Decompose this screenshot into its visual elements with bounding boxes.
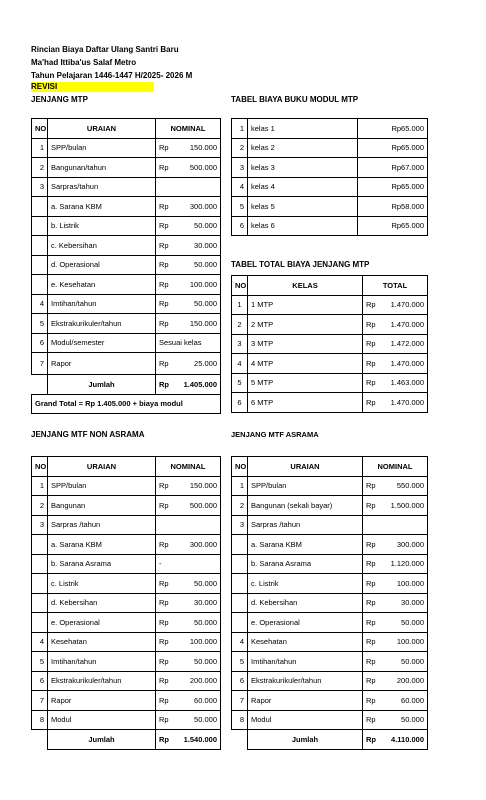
jumlah-amount: 1.540.000 <box>176 730 221 750</box>
row-amount: 1.470.000 <box>383 393 428 413</box>
row-no <box>32 613 48 633</box>
row-no: 4 <box>32 632 48 652</box>
row-amount: 1.470.000 <box>383 315 428 335</box>
row-amount: 300.000 <box>176 197 221 217</box>
row-no <box>32 255 48 275</box>
row-rp: Rp <box>363 354 383 374</box>
row-rp: Rp <box>363 593 383 613</box>
row-no <box>32 275 48 295</box>
table-row <box>232 315 428 335</box>
row-rp: Rp <box>363 393 383 413</box>
row-rp: Rp <box>156 593 176 613</box>
academic-year: Tahun Pelajaran 1446-1447 H/2025- 2026 M <box>31 71 193 80</box>
row-amount: 1.463.000 <box>383 373 428 393</box>
table-row <box>232 373 428 393</box>
table-row <box>232 138 428 158</box>
table-row <box>32 333 221 353</box>
row-amount: 100.000 <box>383 574 428 594</box>
table-row <box>232 535 428 555</box>
row-no <box>232 535 248 555</box>
row-rp: Rp <box>156 275 176 295</box>
total-mtp-table <box>231 275 428 413</box>
table-row <box>232 515 428 535</box>
row-rp: Rp <box>363 613 383 633</box>
grand-total-row <box>32 394 221 414</box>
buku-table <box>231 118 428 236</box>
row-no: 2 <box>32 496 48 516</box>
row-amount: Rp65.000 <box>358 119 428 139</box>
row-label: kelas 1 <box>248 119 358 139</box>
table-row <box>32 593 221 613</box>
table-row <box>232 197 428 217</box>
row-rp: - <box>156 554 176 574</box>
row-rp: Rp <box>156 216 176 236</box>
table-row <box>232 710 428 730</box>
row-rp: Rp <box>156 710 176 730</box>
row-rp: Rp <box>363 574 383 594</box>
row-label: Ekstrakurikuler/tahun <box>48 671 156 691</box>
row-amount: 60.000 <box>176 691 221 711</box>
total-mtp-title: TABEL TOTAL BIAYA JENJANG MTP <box>231 260 370 269</box>
table-row <box>232 354 428 374</box>
row-amount: 200.000 <box>176 671 221 691</box>
row-label: e. Operasional <box>248 613 363 633</box>
table-row <box>232 652 428 672</box>
row-no: 7 <box>232 691 248 711</box>
row-amount: 150.000 <box>176 138 221 158</box>
table-row <box>32 671 221 691</box>
col-header-uraian: URAIAN <box>48 457 156 477</box>
table-row <box>232 177 428 197</box>
row-rp: Rp <box>156 255 176 275</box>
row-amount: 150.000 <box>176 314 221 334</box>
table-row <box>232 671 428 691</box>
grand-total: Grand Total = Rp 1.405.000 + biaya modul <box>32 394 221 414</box>
row-label: Sarpras/tahun <box>48 177 156 197</box>
table-row <box>232 554 428 574</box>
row-label: e. Kesehatan <box>48 275 156 295</box>
row-no <box>32 216 48 236</box>
row-rp: Rp <box>363 334 383 354</box>
col-header-total: TOTAL <box>363 276 428 296</box>
row-label: kelas 2 <box>248 138 358 158</box>
table-row <box>232 393 428 413</box>
row-amount: Rp67.000 <box>358 158 428 178</box>
row-no <box>232 554 248 574</box>
table-row <box>232 496 428 516</box>
row-label: Bangunan/tahun <box>48 158 156 178</box>
row-label: d. Kebersihan <box>248 593 363 613</box>
row-label: kelas 5 <box>248 197 358 217</box>
row-no: 5 <box>232 197 248 217</box>
row-amount: Rp58.000 <box>358 197 428 217</box>
revisi-label: REVISI <box>31 82 154 92</box>
row-no: 6 <box>232 671 248 691</box>
row-label: kelas 6 <box>248 216 358 236</box>
row-no <box>232 574 248 594</box>
row-no: 2 <box>232 315 248 335</box>
row-label: Modul <box>48 710 156 730</box>
row-amount: 500.000 <box>176 158 221 178</box>
row-rp: Rp <box>156 138 176 158</box>
row-no: 3 <box>32 177 48 197</box>
col-header-nominal: NOMINAL <box>363 457 428 477</box>
row-no: 5 <box>232 652 248 672</box>
row-rp: Rp <box>363 710 383 730</box>
row-rp: Rp <box>156 574 176 594</box>
row-label: Sarpras /tahun <box>48 515 156 535</box>
table-row <box>232 295 428 315</box>
row-no: 3 <box>32 515 48 535</box>
row-rp: Rp <box>363 632 383 652</box>
table-row <box>232 334 428 354</box>
col-header-nominal: NOMINAL <box>156 119 221 139</box>
col-header-no: NO <box>32 457 48 477</box>
row-label: c. Listrik <box>248 574 363 594</box>
row-amount: 300.000 <box>176 535 221 555</box>
col-header-nominal: NOMINAL <box>156 457 221 477</box>
row-no: 1 <box>232 119 248 139</box>
row-amount: 60.000 <box>383 691 428 711</box>
col-header-kelas: KELAS <box>248 276 363 296</box>
table-row <box>32 632 221 652</box>
row-amount: 50.000 <box>383 652 428 672</box>
table-row <box>32 613 221 633</box>
row-label: d. Kebersihan <box>48 593 156 613</box>
row-label: a. Sarana KBM <box>48 197 156 217</box>
row-amount <box>176 554 221 574</box>
row-label: a. Sarana KBM <box>248 535 363 555</box>
row-rp: Rp <box>156 158 176 178</box>
row-amount: 500.000 <box>176 496 221 516</box>
table-row <box>32 710 221 730</box>
table-row <box>32 476 221 496</box>
row-amount: 50.000 <box>176 710 221 730</box>
row-no: 2 <box>232 496 248 516</box>
row-amount: 150.000 <box>176 476 221 496</box>
row-amount: 1.472.000 <box>383 334 428 354</box>
row-no: 6 <box>232 216 248 236</box>
row-amount <box>176 177 221 197</box>
table-row <box>232 574 428 594</box>
table-row <box>32 236 221 256</box>
row-rp: Rp <box>156 632 176 652</box>
table-row <box>32 158 221 178</box>
row-rp: Rp <box>363 476 383 496</box>
row-label: Imtihan/tahun <box>248 652 363 672</box>
row-rp: Rp <box>156 476 176 496</box>
row-label: 6 MTP <box>248 393 363 413</box>
row-no: 7 <box>32 691 48 711</box>
row-label: a. Sarana KBM <box>48 535 156 555</box>
row-amount: 50.000 <box>176 294 221 314</box>
row-rp <box>363 515 383 535</box>
mtf-asrama-title: JENJANG MTF ASRAMA <box>231 430 319 439</box>
row-no <box>32 535 48 555</box>
jumlah-rp: Rp <box>363 730 383 750</box>
table-row <box>32 255 221 275</box>
row-amount: 50.000 <box>176 216 221 236</box>
jumlah-rp: Rp <box>156 375 176 395</box>
row-label: Rapor <box>248 691 363 711</box>
row-no <box>32 574 48 594</box>
row-rp: Rp <box>156 691 176 711</box>
table-row <box>232 613 428 633</box>
table-row <box>32 177 221 197</box>
row-label: Bangunan <box>48 496 156 516</box>
row-no: 6 <box>32 671 48 691</box>
row-label: Modul <box>248 710 363 730</box>
row-no: 3 <box>232 515 248 535</box>
row-amount: 550.000 <box>383 476 428 496</box>
col-header-no: NO <box>32 119 48 139</box>
mtf-asrama-table <box>231 456 428 750</box>
row-no: 1 <box>32 476 48 496</box>
row-rp: Rp <box>156 613 176 633</box>
row-no <box>32 554 48 574</box>
row-rp: Rp <box>363 691 383 711</box>
table-row <box>232 216 428 236</box>
row-no <box>32 236 48 256</box>
jumlah-label: Jumlah <box>248 730 363 750</box>
row-rp <box>156 177 176 197</box>
row-label: SPP/bulan <box>48 476 156 496</box>
row-no: 4 <box>232 632 248 652</box>
row-amount: 1.500.000 <box>383 496 428 516</box>
row-no: 1 <box>232 295 248 315</box>
row-label: kelas 3 <box>248 158 358 178</box>
row-label: 2 MTP <box>248 315 363 335</box>
table-row <box>32 314 221 334</box>
row-label: SPP/bulan <box>248 476 363 496</box>
row-rp: Rp <box>363 373 383 393</box>
row-label: b. Sarana Asrama <box>48 554 156 574</box>
row-amount <box>383 515 428 535</box>
row-rp: Rp <box>363 535 383 555</box>
row-label: Kesehatan <box>248 632 363 652</box>
doc-title: Rincian Biaya Daftar Ulang Santri Baru <box>31 45 179 54</box>
row-no: 3 <box>232 158 248 178</box>
row-rp: Rp <box>156 236 176 256</box>
total-row <box>232 730 428 750</box>
row-no <box>32 197 48 217</box>
row-rp: Rp <box>156 496 176 516</box>
col-header-uraian: URAIAN <box>48 119 156 139</box>
row-amount: 50.000 <box>176 574 221 594</box>
table-row <box>32 294 221 314</box>
table-header-row <box>232 457 428 477</box>
table-row <box>232 119 428 139</box>
row-no <box>32 593 48 613</box>
row-no: 2 <box>32 158 48 178</box>
row-amount: 50.000 <box>176 255 221 275</box>
table-row <box>32 515 221 535</box>
jumlah-amount: 4.110.000 <box>383 730 428 750</box>
row-rp: Rp <box>363 652 383 672</box>
total-row <box>32 375 221 395</box>
row-amount: Rp65.000 <box>358 177 428 197</box>
mtf-non-table <box>31 456 221 750</box>
col-header-no: NO <box>232 276 248 296</box>
row-no: 8 <box>32 710 48 730</box>
row-label: Rapor <box>48 691 156 711</box>
col-header-uraian: URAIAN <box>248 457 363 477</box>
row-amount: 100.000 <box>383 632 428 652</box>
row-rp: Rp <box>156 294 176 314</box>
row-label: kelas 4 <box>248 177 358 197</box>
row-amount: 300.000 <box>383 535 428 555</box>
row-amount <box>176 515 221 535</box>
row-no: 5 <box>232 373 248 393</box>
table-row <box>32 554 221 574</box>
row-rp: Rp <box>156 671 176 691</box>
row-no: 6 <box>232 393 248 413</box>
row-amount: 50.000 <box>383 613 428 633</box>
row-label: Modul/semester <box>48 333 156 353</box>
row-no <box>232 593 248 613</box>
col-header-no: NO <box>232 457 248 477</box>
row-label: Ekstrakurikuler/tahun <box>248 671 363 691</box>
table-row <box>232 691 428 711</box>
row-label: 5 MTP <box>248 373 363 393</box>
mtf-non-title: JENJANG MTF NON ASRAMA <box>31 430 145 439</box>
table-row <box>232 593 428 613</box>
table-row <box>232 158 428 178</box>
row-label: Ekstrakurikuler/tahun <box>48 314 156 334</box>
row-label: 3 MTP <box>248 334 363 354</box>
row-amount: 30.000 <box>176 236 221 256</box>
row-label: Rapor <box>48 353 156 375</box>
institution-name: Ma'had Ittiba'us Salaf Metro <box>31 58 137 67</box>
row-amount: 50.000 <box>383 710 428 730</box>
table-row <box>32 535 221 555</box>
row-label: Bangunan (sekali bayar) <box>248 496 363 516</box>
jumlah-label: Jumlah <box>48 730 156 750</box>
mtp-title: JENJANG MTP <box>31 95 88 104</box>
table-row <box>32 275 221 295</box>
row-no: 4 <box>232 354 248 374</box>
row-rp: Rp <box>156 353 176 375</box>
row-amount: 50.000 <box>176 652 221 672</box>
row-amount: 50.000 <box>176 613 221 633</box>
row-amount: 100.000 <box>176 275 221 295</box>
row-rp: Rp <box>156 652 176 672</box>
row-label: 4 MTP <box>248 354 363 374</box>
row-no: 1 <box>32 138 48 158</box>
row-label: b. Sarana Asrama <box>248 554 363 574</box>
row-rp: Rp <box>363 554 383 574</box>
row-label: d. Operasional <box>48 255 156 275</box>
row-rp: Rp <box>156 197 176 217</box>
row-amount: 1.120.000 <box>383 554 428 574</box>
jumlah-label: Jumlah <box>48 375 156 395</box>
total-row <box>32 730 221 750</box>
row-amount: 100.000 <box>176 632 221 652</box>
row-rp: Rp <box>156 535 176 555</box>
table-header-row <box>32 119 221 139</box>
table-row <box>32 216 221 236</box>
row-no: 3 <box>232 334 248 354</box>
row-no: 5 <box>32 652 48 672</box>
row-no: 5 <box>32 314 48 334</box>
row-label: Kesehatan <box>48 632 156 652</box>
row-amount: 1.470.000 <box>383 354 428 374</box>
row-no <box>232 613 248 633</box>
table-row <box>32 496 221 516</box>
row-rp: Rp <box>363 315 383 335</box>
mtp-table <box>31 118 221 414</box>
table-row <box>32 691 221 711</box>
row-label: b. Listrik <box>48 216 156 236</box>
row-label: c. Kebersihan <box>48 236 156 256</box>
row-label: e. Operasional <box>48 613 156 633</box>
row-no: 1 <box>232 476 248 496</box>
row-label: SPP/bulan <box>48 138 156 158</box>
row-no: 8 <box>232 710 248 730</box>
table-row <box>232 632 428 652</box>
jumlah-amount: 1.405.000 <box>176 375 221 395</box>
row-rp: Rp <box>363 671 383 691</box>
table-row <box>32 197 221 217</box>
row-label: Imtihan/tahun <box>48 294 156 314</box>
row-amount: 25.000 <box>176 353 221 375</box>
table-row <box>32 138 221 158</box>
row-amount: 30.000 <box>383 593 428 613</box>
row-amount: 200.000 <box>383 671 428 691</box>
row-no: 4 <box>232 177 248 197</box>
row-amount: Rp65.000 <box>358 138 428 158</box>
row-no: 6 <box>32 333 48 353</box>
row-rp: Rp <box>156 314 176 334</box>
table-row <box>32 353 221 375</box>
table-row <box>32 652 221 672</box>
jumlah-rp: Rp <box>156 730 176 750</box>
row-rp <box>156 515 176 535</box>
buku-title: TABEL BIAYA BUKU MODUL MTP <box>231 95 359 104</box>
row-no: 2 <box>232 138 248 158</box>
row-label: Sarpras /tahun <box>248 515 363 535</box>
row-amount: 1.470.000 <box>383 295 428 315</box>
table-header-row <box>232 276 428 296</box>
row-rp: Rp <box>363 496 383 516</box>
table-row <box>32 574 221 594</box>
row-no: 4 <box>32 294 48 314</box>
row-label: Imtihan/tahun <box>48 652 156 672</box>
table-row <box>232 476 428 496</box>
row-rp: Rp <box>363 295 383 315</box>
row-label: 1 MTP <box>248 295 363 315</box>
row-note: Sesuai kelas <box>156 333 221 353</box>
row-amount: Rp65.000 <box>358 216 428 236</box>
row-label: c. Listrik <box>48 574 156 594</box>
table-header-row <box>32 457 221 477</box>
row-no: 7 <box>32 353 48 375</box>
row-amount: 30.000 <box>176 593 221 613</box>
